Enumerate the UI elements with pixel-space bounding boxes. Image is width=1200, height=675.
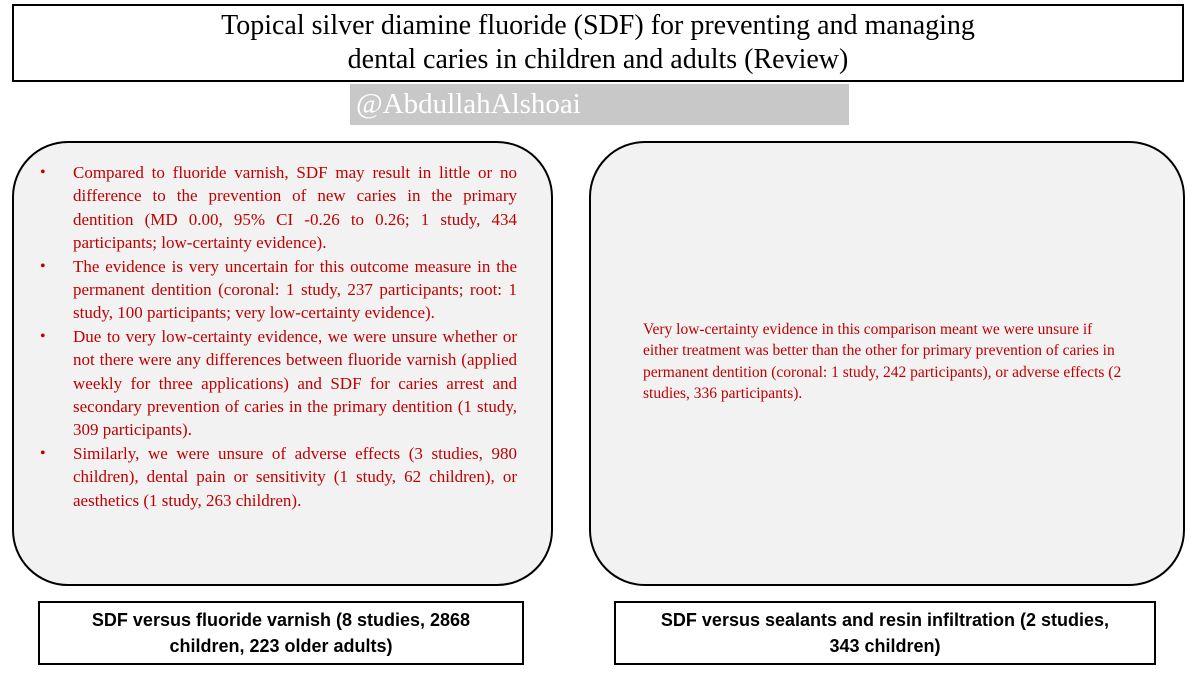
finding-text: The evidence is very uncertain for this outcome measure in the permanent dentition (coronal: 1 study, 237 participants; root: 1 study, 100 participants; very low-certainty evidence). <box>73 256 517 323</box>
title-line-1: Topical silver diamine fluoride (SDF) for preventing and managing <box>221 10 975 41</box>
bullet-icon: • <box>40 327 46 345</box>
finding-text: Compared to fluoride varnish, SDF may result in little or no difference to the prevention of new caries in the primary dentition (MD 0.00, 95% CI -0.26 to 0.26; 1 study, 434 participants; low-certainty evidence). <box>73 163 517 253</box>
right-findings-panel <box>589 141 1185 586</box>
bullet-icon: • <box>40 444 46 462</box>
title-line-2: dental caries in children and adults (Review) <box>347 44 849 75</box>
finding-text: Due to very low-certainty evidence, we were unsure whether or not there were any differences between fluoride varnish (applied weekly for three applications) and SDF for caries arrest and secondary prevention of caries in the primary dentition (1 study, 309 participants). <box>73 326 517 440</box>
finding-item <box>36 325 517 442</box>
bullet-icon: • <box>40 164 46 181</box>
bullet-icon: • <box>40 257 46 275</box>
comparison-label-fluoride-varnish: SDF versus fluoride varnish (8 studies, 2868 children, 223 older adults) <box>38 601 524 665</box>
comparison-label-sealants-resin: SDF versus sealants and resin infiltration (2 studies, 343 children) <box>614 601 1156 665</box>
finding-list <box>36 161 517 512</box>
title-box <box>12 4 1184 82</box>
finding-item <box>36 161 517 255</box>
left-findings-panel <box>12 141 553 586</box>
finding-item <box>36 442 517 512</box>
finding-text: Similarly, we were unsure of adverse effects (3 studies, 980 children), dental pain or sensitivity (1 study, 62 children), or aesthetics (1 study, 263 children). <box>73 443 517 510</box>
watermark: @AbdullahAlshoai <box>350 84 849 125</box>
right-finding-text: Very low-certainty evidence in this comparison meant we were unsure if either treatment was better than the other for primary prevention of caries in permanent dentition (coronal: 1 study, 242 participants), or adverse effects (2 studies, 336 participants). <box>643 320 1122 402</box>
finding-item <box>36 255 517 325</box>
